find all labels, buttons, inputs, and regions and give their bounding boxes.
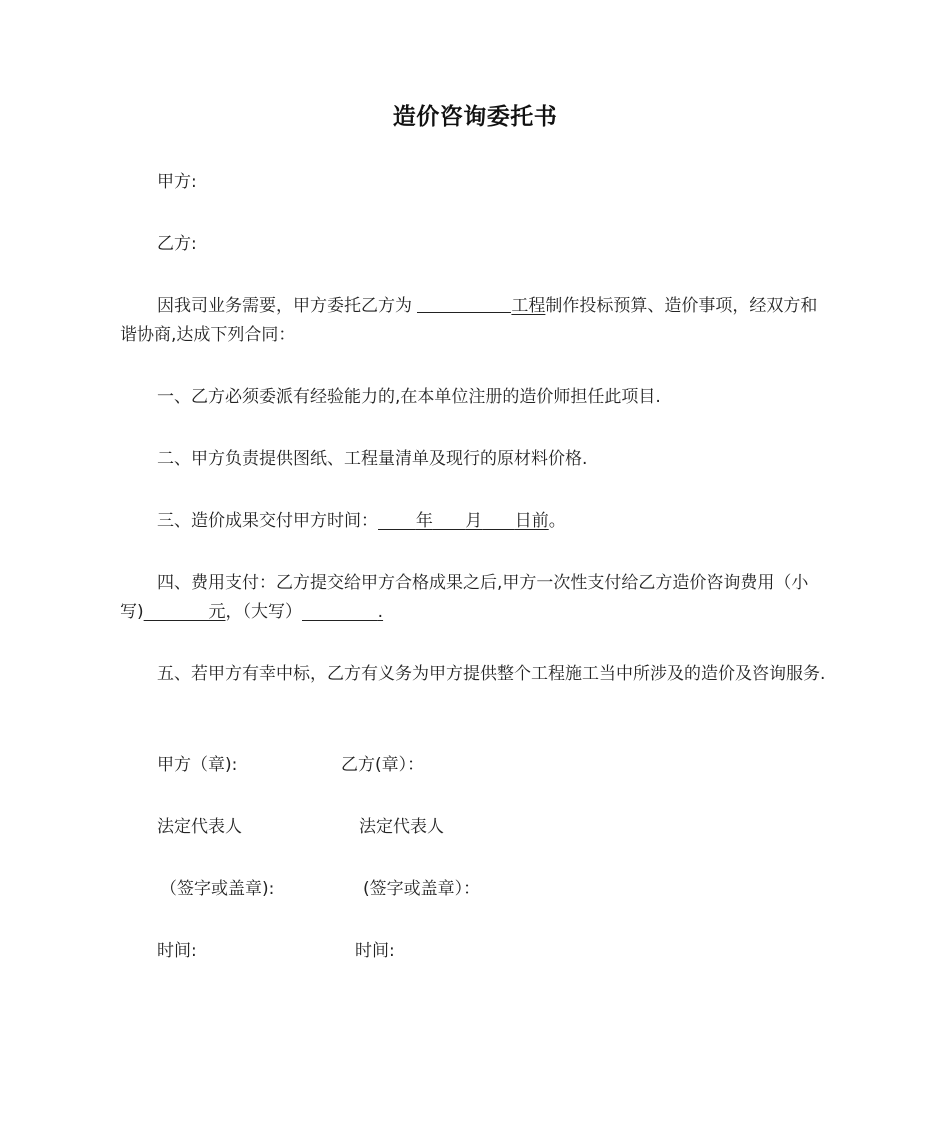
clause-4 <box>120 569 832 627</box>
clause-3-end: 。 <box>548 511 566 531</box>
year-label: 年 <box>415 511 433 531</box>
intro-text-start: 因我司业务需要，甲方委托乙方为 <box>157 296 418 316</box>
clause-4-end: . <box>377 602 384 622</box>
project-word: 工程 <box>511 296 546 316</box>
party-a-representative: 法定代表人 <box>157 817 242 837</box>
party-a-seal: 甲方（章): <box>157 755 238 775</box>
party-a-time: 时间: <box>157 941 197 961</box>
party-b-label: 乙方: <box>157 234 197 254</box>
clause-5: 五、若甲方有幸中标，乙方有义务为甲方提供整个工程施工当中所涉及的造价及咨询服务. <box>157 664 826 684</box>
party-b-representative: 法定代表人 <box>359 817 444 837</box>
project-name-blank <box>417 292 511 313</box>
party-a-signature: （签字或盖章): <box>160 879 275 899</box>
intro-paragraph <box>120 292 832 350</box>
yuan-label: 元 <box>208 602 226 622</box>
party-a-label: 甲方: <box>157 172 197 192</box>
party-b-time: 时间: <box>355 941 395 961</box>
clause-3 <box>157 507 566 535</box>
clause-2: 二、甲方负责提供图纸、工程量清单及现行的原材料价格. <box>157 449 588 469</box>
month-label: 月 <box>465 511 483 531</box>
party-b-signature: (签字或盖章）： <box>363 879 481 899</box>
fee-uppercase-blank <box>302 602 383 622</box>
clause-4-text: 四、费用支付：乙方提交给甲方合格成果之后,甲方一次性支付给乙方造价咨询费用（小写) <box>120 573 809 622</box>
fee-lowercase-blank <box>144 602 226 622</box>
intro-text-end: 制作投标预算、造价事项，经双方和谐协商,达成下列合同： <box>120 296 818 345</box>
clause-3-prefix: 三、造价成果交付甲方时间： <box>157 511 378 531</box>
party-b-seal: 乙方(章）： <box>341 755 425 775</box>
delivery-date-blank <box>378 511 549 531</box>
clause-1: 一、乙方必须委派有经验能力的,在本单位注册的造价师担任此项目. <box>157 387 661 407</box>
day-before-label: 日前 <box>514 511 549 531</box>
document-title: 造价咨询委托书 <box>392 104 558 130</box>
clause-4-mid: ，（大写） <box>225 602 302 622</box>
